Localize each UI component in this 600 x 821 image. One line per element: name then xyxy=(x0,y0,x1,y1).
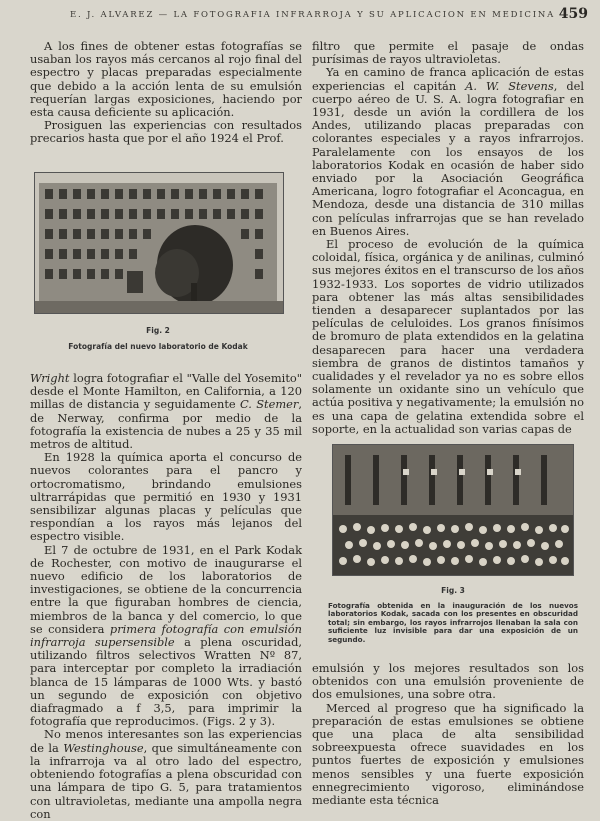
figure-2-caption: Fotografía del nuevo laboratorio de Kodak xyxy=(68,342,248,351)
paragraph: Ya en camino de franca aplicación de estas experiencias el capitán A. W. Stevens, del cuerpo aéreo de U. S. A. logra fotografiar en 1931, desde un avión la cordillera de los Andes, utilizando placas preparadas con colorantes especiales y a rayos infrarrojos. Paralelamente con los ensayos de los laboratorios Kodak en ocasión de haber sido enviado por la Asociación Geográfica Americana, logro fotografiar el Aconcagua, en Mendoza, desde una distancia de 310 millas con películas infrarrojas que se han revelado en Buenos Aires. xyxy=(312,65,585,238)
left-column-top xyxy=(30,40,302,146)
paragraph: El proceso de evolución de la química coloidal, física, orgánica y de anilinas, culminó sus mejores éxitos en el transcurso de los años 1932-1933. Los soportes de vidrio utilizados para obtener las más altas sensibilidades tienden a desaparecer suplantados por las películas de celuloides. Los granos finísimos de bromuro de plata extendidos en la gelatina desaparecen para hacer una verdadera siembra de granos de distintos tamaños y cualidades y el revelador ya no es sobre ellos solamente un oxidante sino un vehículo que actúa positiva y negativamente; la emulsión no es una capa de gelatina extendida sobre el soporte, en la actualidad son varias capas de xyxy=(312,237,584,436)
crowd-photo-illustration xyxy=(333,445,573,575)
figure-3-caption: Fotografía obtenida en la inauguración de los nuevos laboratorios Kodak, sacada con los presentes en obscuridad total; sin embargo, los rayos infrarrojos llenaban la sala con suficiente luz invisible para dar una exposición de un segundo. xyxy=(328,601,578,644)
right-column-top xyxy=(312,40,584,436)
left-column-bottom xyxy=(30,372,302,821)
paragraph: Prosiguen las experiencias con resultados precarios hasta que por el año 1924 el Prof. xyxy=(30,118,302,146)
figure-2 xyxy=(30,170,286,360)
page-number: 459 xyxy=(558,6,588,22)
paragraph: filtro que permite el pasaje de ondas purísimas de rayos ultravioletas. xyxy=(312,39,584,67)
figure-2-photo xyxy=(34,172,284,314)
paragraph: En 1928 la química aporta el concurso de nuevos colorantes para el pancro y ortocromatismo, brindando emulsiones ultrarrápidas que permitió en 1930 y 1931 sensibilizar algunas placas y películas que respondían a los rayos más lejanos del espectro visible. xyxy=(30,450,302,544)
paragraph: Merced al progreso que ha significado la preparación de estas emulsiones se obtiene que una placa de alta sensibilidad sobreexpuesta ofrece suavidades en los puntos fuertes de exposición y emulsiones menos sensibles y una fuerte exposición ennegrecimiento vigoroso, eliminándose mediante esta técnica xyxy=(312,700,584,808)
running-header xyxy=(0,6,600,28)
person-name: C. Stemer xyxy=(239,397,299,412)
person-name: Wright xyxy=(30,371,70,385)
right-column-bottom xyxy=(312,662,584,807)
person-name: A. W. Stevens xyxy=(465,78,554,93)
figure-3 xyxy=(328,440,578,650)
figure-3-label: Fig. 3 xyxy=(441,586,465,595)
paragraph: emulsión y los mejores resultados son los obtenidos con una emulsión proveniente de dos emulsiones, una sobre otra. xyxy=(312,661,584,702)
figure-3-photo xyxy=(332,444,574,576)
paragraph: A los fines de obtener estas fotografías se usaban los rayos más cercanos al rojo final del espectro y placas preparadas especialmente que debido a la acción lenta de su emulsión requerían largas exposiciones, haciendo por esta causa deficiente su aplicación. xyxy=(30,39,302,120)
running-title: E. J. ALVAREZ — LA FOTOGRAFIA INFRARROJA Y SU APLICACION EN MEDICINA xyxy=(70,10,556,20)
paragraph: No menos interesantes son las experiencias de la Westinghouse, que simultáneamente con la infrarroja va al otro lado del espectro, obteniendo fotografías a plena obscuridad con una lámpara de tipo G. 5, para tratamientos con ultravioletas, mediante una ampolla negra con xyxy=(30,727,302,821)
building-photo-illustration xyxy=(35,173,283,313)
figure-2-label: Fig. 2 xyxy=(146,326,170,335)
paragraph: Wright logra fotografiar el "Valle del Yosemito" desde el Monte Hamilton, en California, a 120 millas de distancia y seguidamente C. Stemer, de Nerway, confirma por medio de la fotografía la existencia de nubes a 25 y 35 mil metros de altitud. xyxy=(30,371,302,452)
paragraph: El 7 de octubre de 1931, en el Park Kodak de Rochester, con motivo de inaugurarse el nuevo edificio de los laboratorios de investigaciones, se obtiene de la concurrencia entre la que figuraban hombres de ciencia, miembros de la banca y del comercio, lo que se considera primera fotografía con emulsión infrarroja supersensible a plena oscuridad, utilizando filtros selectivos Wratten Nº 87, para interceptar por completo la irradiación blanca de 15 lámparas de 1000 Wts. y bastó un segundo de exposición con objetivo diafragmado a f 3,5, para imprimir la fotografía que reproducimos. (Figs. 2 y 3). xyxy=(30,542,302,729)
